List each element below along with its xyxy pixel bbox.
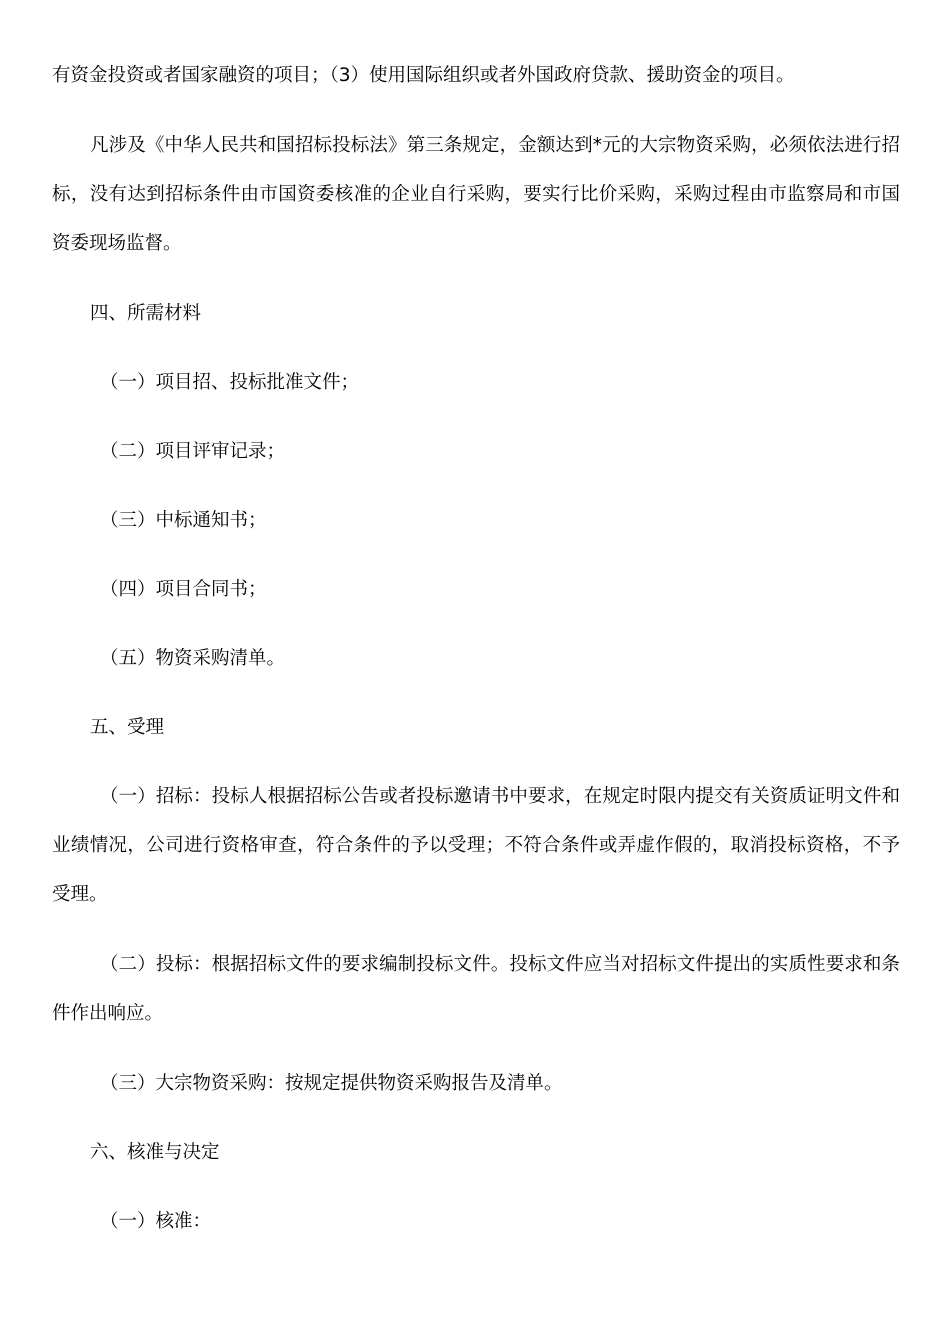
paragraph-tendering: （一）招标：投标人根据招标公告或者投标邀请书中要求，在规定时限内提交有关资质证明文件和业绩情况，公司进行资格审查，符合条件的予以受理；不符合条件或弄虚作假的，取消投标资格，不予受理。 bbox=[52, 786, 900, 905]
list-item-purchase-list: （五）物资采购清单。 bbox=[100, 648, 286, 669]
paragraph-bulk-procurement-rule: 凡涉及《中华人民共和国招标投标法》第三条规定，金额达到*元的大宗物资采购，必须依法进行招标，没有达到招标条件由市国资委核准的企业自行采购，要实行比价采购，采购过程由市监察局和市国资委现场监督。 bbox=[52, 135, 900, 254]
list-item-review-records: （二）项目评审记录； bbox=[100, 441, 286, 462]
paragraph-bulk-purchase: （三）大宗物资采购：按规定提供物资采购报告及清单。 bbox=[100, 1073, 563, 1094]
heading-acceptance: 五、受理 bbox=[90, 717, 165, 738]
paragraph-funding-projects: 有资金投资或者国家融资的项目；（3）使用国际组织或者外国政府贷款、援助资金的项目。 bbox=[52, 65, 795, 86]
list-item-contract: （四）项目合同书； bbox=[100, 579, 267, 600]
paragraph-bidding: （二）投标：根据招标文件的要求编制投标文件。投标文件应当对招标文件提出的实质性要求和条件作出响应。 bbox=[52, 954, 900, 1024]
list-item-approval: （一）核准： bbox=[100, 1211, 212, 1232]
list-item-approval-documents: （一）项目招、投标批准文件； bbox=[100, 372, 360, 393]
heading-approval-decision: 六、核准与决定 bbox=[90, 1142, 220, 1163]
list-item-award-notice: （三）中标通知书； bbox=[100, 510, 267, 531]
heading-required-materials: 四、所需材料 bbox=[90, 303, 202, 324]
